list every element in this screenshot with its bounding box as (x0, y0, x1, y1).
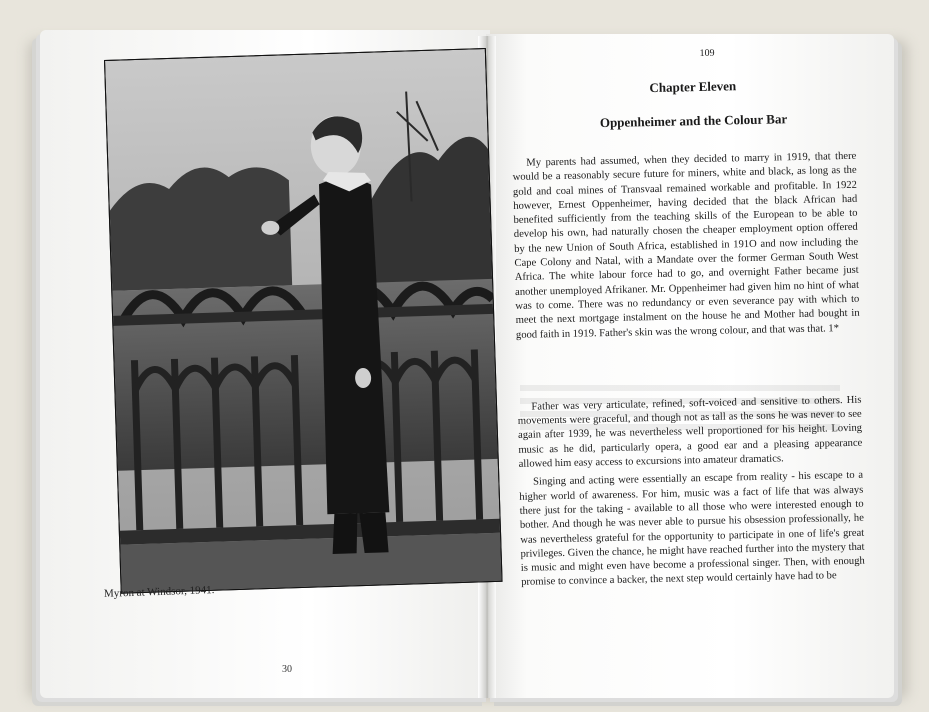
photograph (104, 48, 503, 594)
chapter-heading: Chapter Eleven (649, 78, 737, 96)
right-page-text (510, 43, 865, 591)
right-page-number: 109 (699, 47, 715, 60)
photo-caption: Myron at Windsor, 1941. (103, 584, 215, 600)
paragraph-1: My parents had assumed, when they decided to marry in 1919, that there would be a reasonably secure future for miners, white and black, as long as the gold and coal mines of Transvaal remained workable and profitable. In 1922 however, Ernest Oppenheimer, having decided that the black African had benefited sufficiently from the teaching skills of the European to be able to develop his own, had naturally chosen the cheaper employment option offered by the new Union of South Africa, established in 191O and now including the Cape Colony and Natal, with a Mandate over the former German South West Africa. The white labour force had to go, and overnight Father became just another unemployed Afrikaner. Mr. Oppenheimer had given him no hint of what was to come. There was no redundancy or even severance pay with which to meet the next mortgage instalment on the house he and Mother had bought in good faith in 1919. Father's skin was the wrong colour, and that was that. 1* (512, 150, 860, 341)
chapter-subtitle: Oppenheimer and the Colour Bar (599, 111, 788, 131)
photo-illustration (105, 49, 502, 593)
left-page-number: 30 (282, 664, 292, 675)
paragraph-3: Singing and acting were essentially an escape from reality - his escape to a higher world of awareness. For him, music was a fact of life that was always there just for the taking - available to all those who were interested enough to bother. And though he was never able to pursue his obsession professionally, he was nevertheless grateful for the opportunity to participate in one of life's great privileges. Given the chance, he might have reached further into the mystery that is music and might even have become a professional singer. Then, with enough promise to convince a backer, the next step would certainly have had to be (519, 470, 865, 589)
paragraph-2: Father was very articulate, refined, soft-voiced and sensitive to others. His movements were graceful, and though not as tall as the sons he was never to see again after 1939, he was nevertheless well proportioned for his height. Loving music as he did, particularly opera, a good ear and a pleasing appearance allowed him easy access to excursions into amateur dramatics. (517, 394, 863, 470)
